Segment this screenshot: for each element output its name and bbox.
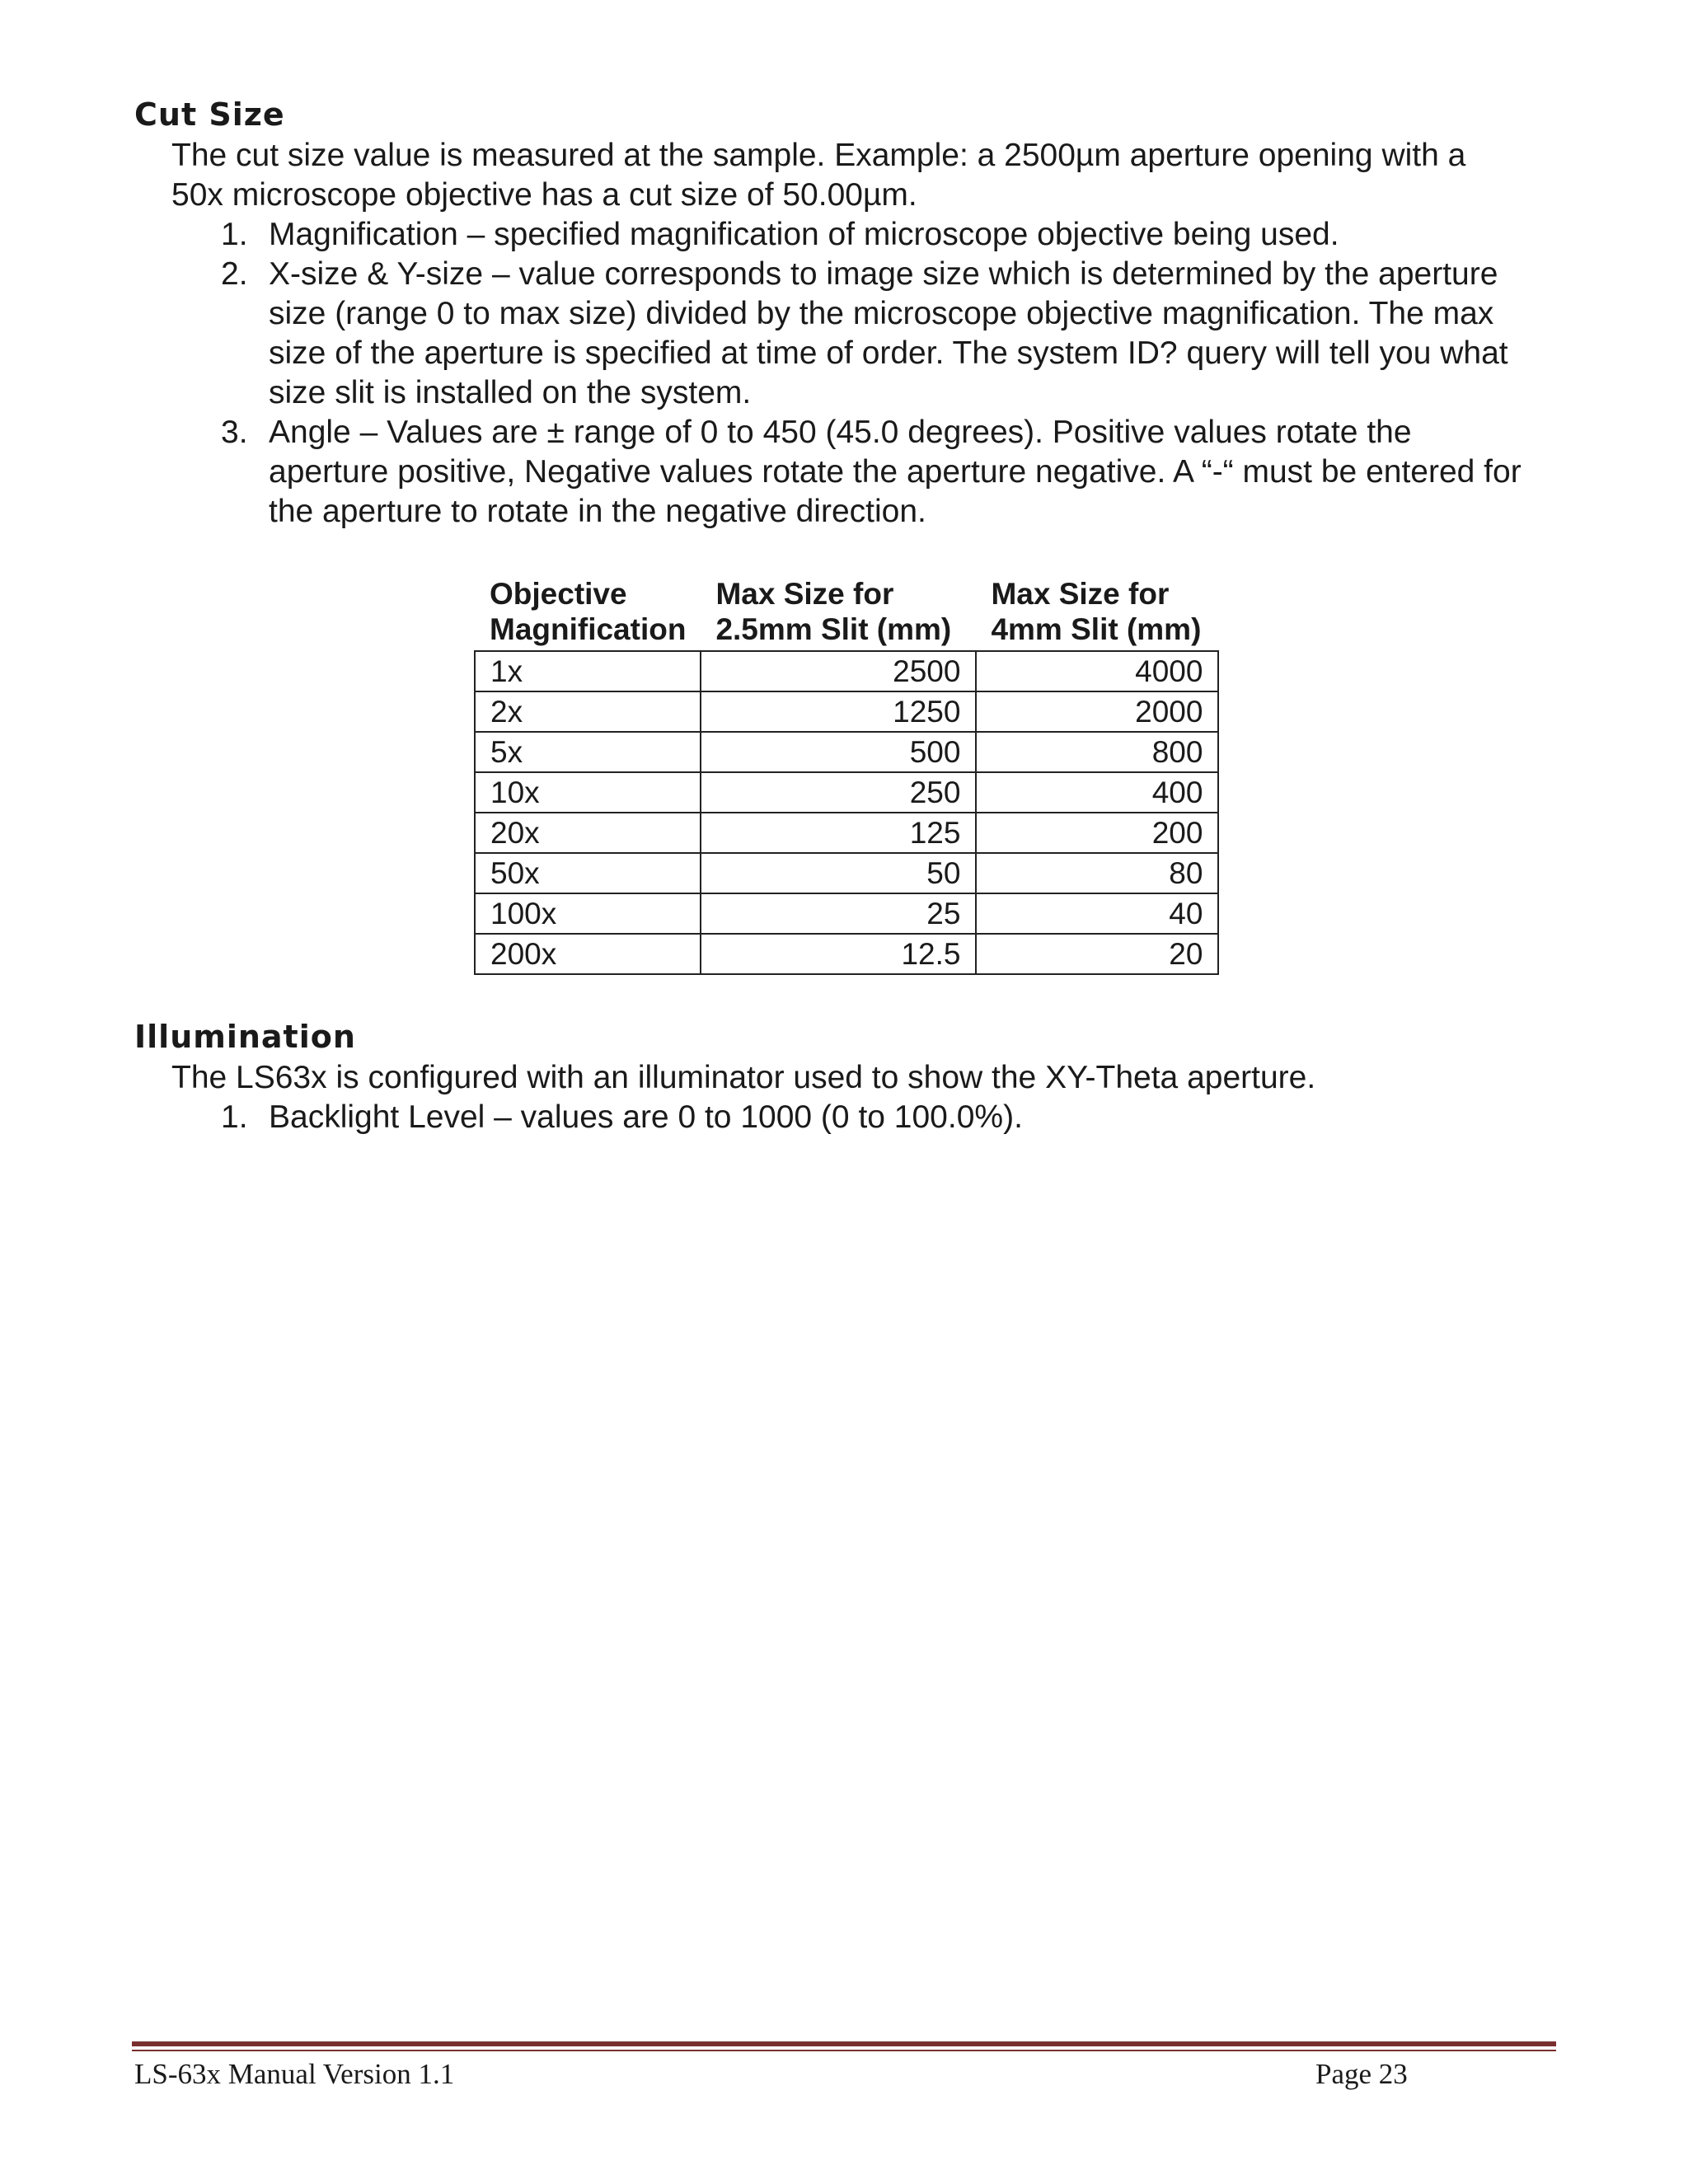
table-cell: 4000 bbox=[976, 651, 1218, 691]
table-row bbox=[475, 853, 1218, 893]
table-cell: 2000 bbox=[976, 691, 1218, 732]
table-cell: 200x bbox=[475, 934, 701, 974]
table-header-row bbox=[475, 573, 1218, 651]
footer-manual-version: LS-63x Manual Version 1.1 bbox=[134, 2058, 455, 2090]
header-line: 2.5mm Slit (mm) bbox=[715, 612, 952, 646]
list-item-number: 3. bbox=[221, 415, 248, 450]
table-cell: 200 bbox=[976, 813, 1218, 853]
list-item bbox=[171, 413, 1573, 532]
list-item-line: X-size & Y-size – value corresponds to image size which is determined by the aperture bbox=[269, 256, 1498, 292]
table-row bbox=[475, 691, 1218, 732]
table-cell: 2x bbox=[475, 691, 701, 732]
table-row bbox=[475, 732, 1218, 772]
list-item-number: 1. bbox=[221, 1099, 248, 1135]
list-item-line: Angle – Values are ± range of 0 to 450 (45.0 degrees). Positive values rotate the bbox=[269, 415, 1412, 450]
table-cell: 20x bbox=[475, 813, 701, 853]
max-size-table-wrapper bbox=[474, 573, 1219, 975]
header-line: Objective bbox=[490, 577, 627, 611]
table-cell: 250 bbox=[701, 772, 976, 813]
table-cell: 125 bbox=[701, 813, 976, 853]
table-cell: 100x bbox=[475, 893, 701, 934]
table-cell: 50 bbox=[701, 853, 976, 893]
table-header-objective bbox=[475, 573, 701, 651]
table-cell: 10x bbox=[475, 772, 701, 813]
table-row bbox=[475, 772, 1218, 813]
list-item-line: size slit is installed on the system. bbox=[269, 375, 752, 410]
list-item-line: Magnification – specified magnification of microscope objective being used. bbox=[269, 217, 1339, 252]
table-cell: 20 bbox=[976, 934, 1218, 974]
header-line: Max Size for bbox=[991, 577, 1170, 611]
cut-size-intro bbox=[171, 136, 1589, 215]
list-item-number: 1. bbox=[221, 217, 248, 252]
table-cell: 5x bbox=[475, 732, 701, 772]
table-cell: 1250 bbox=[701, 691, 976, 732]
table-cell: 12.5 bbox=[701, 934, 976, 974]
table-cell: 1x bbox=[475, 651, 701, 691]
illumination-list bbox=[171, 1098, 1573, 1137]
table-cell: 40 bbox=[976, 893, 1218, 934]
list-item-line: Backlight Level – values are 0 to 1000 (0 to 100.0%). bbox=[269, 1099, 1023, 1135]
table-cell: 800 bbox=[976, 732, 1218, 772]
list-item bbox=[171, 215, 1573, 255]
cut-size-intro-line: 50x microscope objective has a cut size of 50.00µm. bbox=[171, 177, 917, 213]
list-item bbox=[171, 1098, 1573, 1137]
list-item bbox=[171, 255, 1573, 413]
table-row bbox=[475, 893, 1218, 934]
cut-size-heading: Cut Size bbox=[134, 96, 285, 133]
table-cell: 500 bbox=[701, 732, 976, 772]
header-line: Magnification bbox=[490, 612, 687, 646]
table-header-4mm bbox=[976, 573, 1218, 651]
max-size-table bbox=[474, 573, 1219, 975]
table-row bbox=[475, 934, 1218, 974]
footer-rule-thick bbox=[132, 2041, 1556, 2046]
list-item-line: aperture positive, Negative values rotate the aperture negative. A “-“ must be entered for bbox=[269, 454, 1522, 490]
header-line: Max Size for bbox=[715, 577, 894, 611]
cut-size-list bbox=[171, 215, 1573, 532]
table-row bbox=[475, 813, 1218, 853]
footer-page-number: Page 23 bbox=[1315, 2058, 1408, 2090]
footer-rule-thin bbox=[132, 2050, 1556, 2051]
table-cell: 400 bbox=[976, 772, 1218, 813]
illumination-intro: The LS63x is configured with an illuminator used to show the XY-Theta aperture. bbox=[171, 1060, 1316, 1095]
list-item-line: size of the aperture is specified at time of order. The system ID? query will tell you what bbox=[269, 335, 1508, 371]
header-line: 4mm Slit (mm) bbox=[991, 612, 1202, 646]
table-cell: 50x bbox=[475, 853, 701, 893]
list-item-line: size (range 0 to max size) divided by the microscope objective magnification. The max bbox=[269, 296, 1494, 331]
list-item-line: the aperture to rotate in the negative direction. bbox=[269, 494, 926, 529]
table-cell: 80 bbox=[976, 853, 1218, 893]
list-item-number: 2. bbox=[221, 256, 248, 292]
illumination-heading: Illumination bbox=[134, 1019, 356, 1055]
cut-size-intro-line: The cut size value is measured at the sample. Example: a 2500µm aperture opening with a bbox=[171, 138, 1466, 173]
table-cell: 25 bbox=[701, 893, 976, 934]
table-header-25mm bbox=[701, 573, 976, 651]
table-row bbox=[475, 651, 1218, 691]
table-cell: 2500 bbox=[701, 651, 976, 691]
